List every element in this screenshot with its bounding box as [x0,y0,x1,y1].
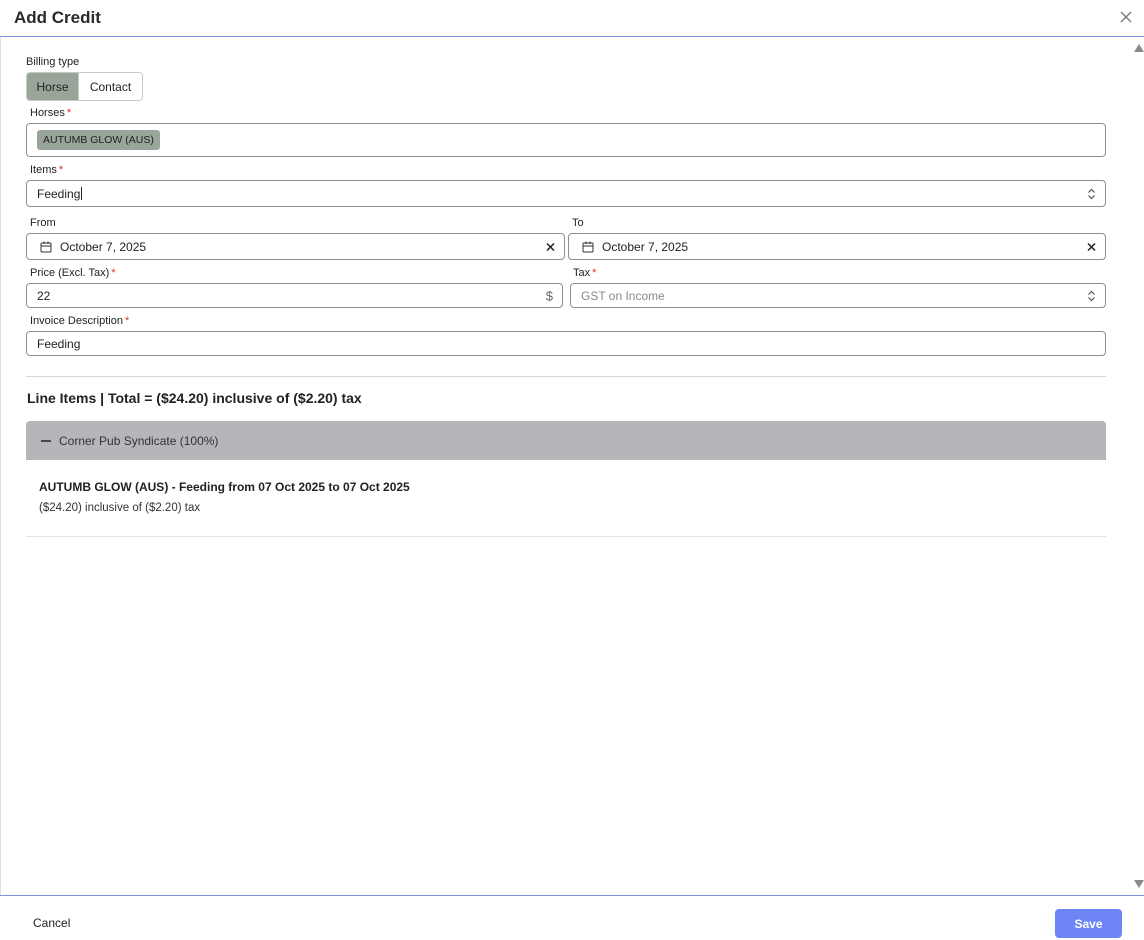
scroll-up-arrow-icon[interactable] [1134,44,1144,52]
tax-label: Tax * [573,267,597,279]
calendar-icon [40,241,52,253]
text-cursor [81,187,82,200]
price-label: Price (Excl. Tax) * [30,267,116,279]
line-item-amount: ($24.20) inclusive of ($2.20) tax [39,502,201,514]
to-label: To [572,217,584,229]
to-date-picker[interactable] [568,233,1106,260]
required-mark: * [66,107,72,119]
dialog-left-border [0,37,1,895]
group-name: Corner Pub Syndicate (100%) [59,433,219,448]
items-select[interactable] [26,180,1106,207]
items-label: Items * [30,164,64,176]
dollar-icon: $ [545,288,553,303]
horse-tag[interactable]: AUTUMB GLOW (AUS) [37,130,160,150]
clear-to-date-icon[interactable] [1087,242,1096,251]
dialog-footer [0,895,1144,940]
horses-multiselect[interactable] [26,123,1106,157]
chevron-up-down-icon [1087,289,1096,302]
close-icon[interactable] [1119,10,1133,24]
line-item [26,460,1106,537]
price-value: 22 [37,288,51,303]
billing-type-label: Billing type [26,56,80,68]
from-date-picker[interactable] [26,233,565,260]
clear-from-date-icon[interactable] [546,242,555,251]
chevron-up-down-icon [1087,187,1096,200]
from-date-value: October 7, 2025 [60,239,147,254]
horses-label: Horses * [30,107,72,119]
line-item-title: AUTUMB GLOW (AUS) - Feeding from 07 Oct 2025 to 07 Oct 2025 [39,480,410,494]
to-date-value: October 7, 2025 [602,239,689,254]
price-input[interactable] [26,283,563,308]
collapse-minus-icon[interactable] [41,440,51,442]
dialog-title: Add Credit [14,8,101,27]
cancel-button[interactable]: Cancel [33,916,71,930]
billing-type-contact-option[interactable]: Contact [79,73,142,100]
tax-placeholder: GST on Income [581,288,665,303]
tax-select[interactable] [570,283,1106,308]
items-value: Feeding [37,186,81,201]
billing-type-toggle [26,72,143,101]
billing-type-horse-option[interactable]: Horse [27,73,79,100]
save-button[interactable]: Save [1055,909,1122,938]
dialog-header [0,0,1144,37]
invoice-description-input[interactable] [26,331,1106,356]
required-mark: * [111,267,116,279]
invoice-description-label: Invoice Description * [30,315,130,327]
scroll-down-arrow-icon[interactable] [1134,880,1144,888]
section-divider [26,376,1106,377]
line-items-heading: Line Items | Total = ($24.20) inclusive of ($2.20) tax [27,390,362,406]
line-item-group-header[interactable] [26,421,1106,460]
required-mark: * [124,315,130,327]
required-mark: * [58,164,64,176]
calendar-icon [582,241,594,253]
required-mark: * [592,267,597,279]
from-label: From [30,217,56,229]
invoice-description-value: Feeding [37,336,81,351]
